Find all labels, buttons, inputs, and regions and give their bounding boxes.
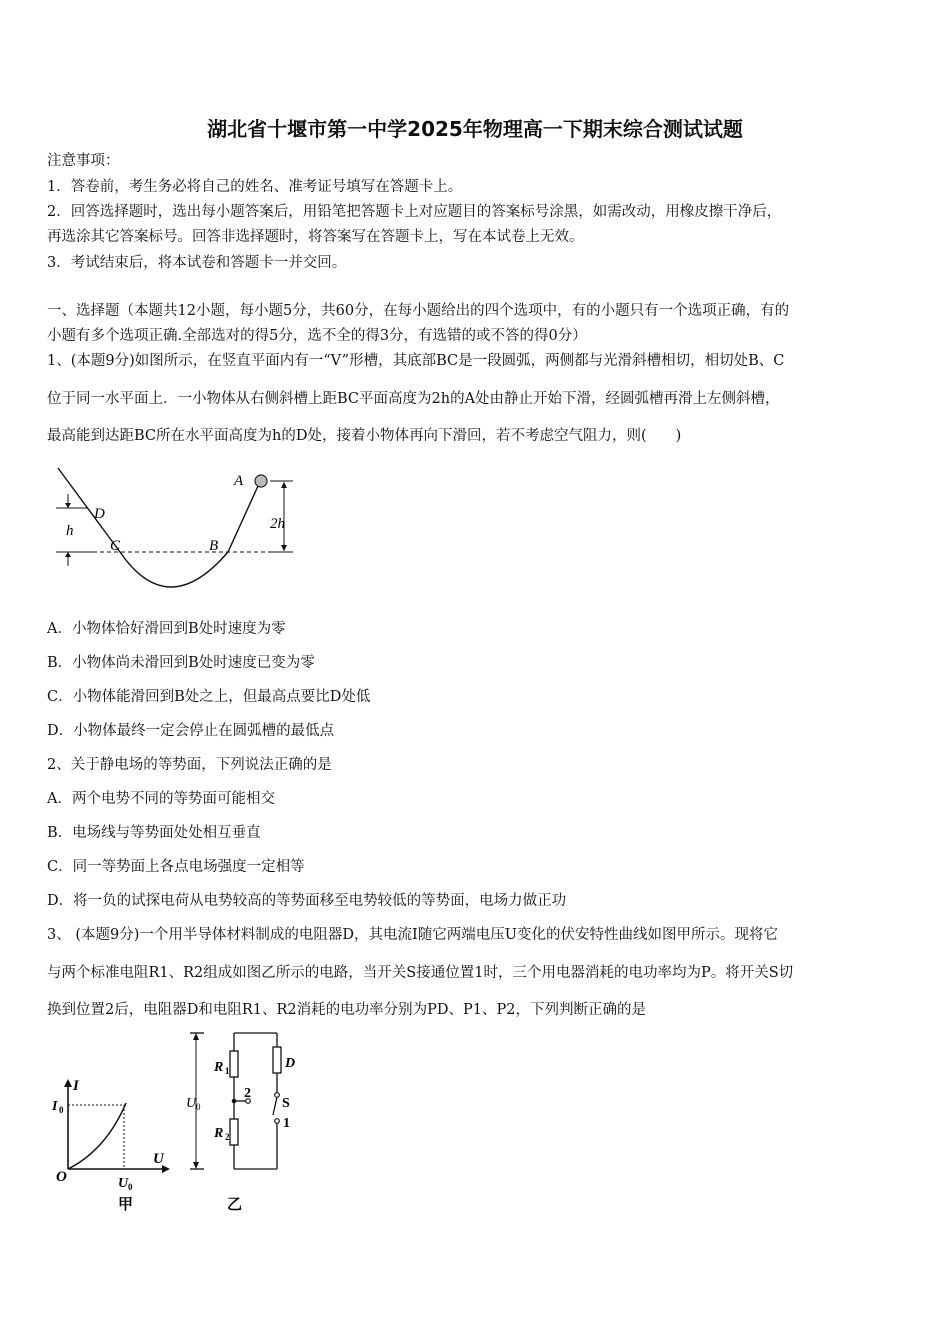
section-heading-line1: 一、选择题（本题共12小题，每小题5分，共60分，在每小题给出的四个选项中，有的小题只有一个选项正确，有的 (47, 303, 790, 319)
label-i0: I (52, 1099, 58, 1114)
label-1: 1 (283, 1116, 290, 1131)
label-o: O (56, 1169, 67, 1185)
label-s: S (282, 1096, 290, 1111)
label-2: 2 (244, 1086, 251, 1101)
q2-option-d: D．将一负的试探电荷从电势较高的等势面移至电势较低的等势面，电场力做正功 (47, 893, 567, 909)
label-d: D (94, 506, 105, 522)
groove-curve (58, 468, 258, 587)
i-axis-arrow (64, 1079, 72, 1087)
q1-option-b: B．小物体尚未滑回到B处时速度已变为零 (47, 655, 315, 671)
notice-item-3: 3．考试结束后，将本试卷和答题卡一并交回。 (47, 255, 347, 271)
q3-circuit (182, 1027, 312, 1217)
2h-arrowhead-top (281, 482, 287, 488)
q3-stem-line2: 与两个标准电阻R1、R2组成如图乙所示的电路，当开关S接通位置1时，三个用电器消耗的电功率均为P。将开关S切 (47, 965, 794, 981)
ball-a (255, 475, 267, 487)
voltage-arrow-top (193, 1033, 199, 1040)
q3-stem-line3: 换到位置2后，电阻器D和电阻R1、R2消耗的电功率分别为PD、P1、P2，下列判断正确的是 (47, 1002, 646, 1018)
label-r2: R (214, 1126, 224, 1141)
label-d: D (285, 1056, 296, 1071)
label-u: U (153, 1151, 164, 1167)
switch-pivot (275, 1093, 280, 1098)
2h-arrowhead-bottom (281, 545, 287, 551)
q1-groove-figure (48, 462, 308, 592)
h-arrowhead-bottom (65, 552, 71, 557)
label-b: B (209, 538, 219, 554)
q2-option-b: B．电场线与等势面处处相互垂直 (47, 825, 261, 841)
label-r2-sub: 2 (225, 1132, 230, 1142)
label-r1: R (214, 1060, 224, 1075)
resistor-r2 (230, 1119, 238, 1145)
notice-item-2-cont: 再选涂其它答案标号。回答非选择题时，将答案写在答题卡上，写在本试卷上无效。 (47, 229, 584, 245)
q1-option-c: C．小物体能滑回到B处之上，但最高点要比D处低 (47, 689, 371, 705)
label-u0: U (186, 1096, 197, 1111)
q1-stem-line2: 位于同一水平面上．一小物体从右侧斜槽上距BC平面高度为2h的A处由静止开始下滑，经圆弧槽再滑上左侧斜槽， (47, 391, 780, 407)
voltage-arrow-bottom (193, 1162, 199, 1169)
switch-blade (273, 1097, 277, 1115)
section-heading-line2: 小题有多个选项正确.全部选对的得5分，选不全的得3分，有选错的或不答的得0分） (47, 328, 587, 344)
q1-option-d: D．小物体最终一定会停止在圆弧槽的最低点 (47, 723, 335, 739)
resistor-d (273, 1047, 281, 1073)
resistor-r1 (230, 1051, 238, 1077)
q1-stem-line1: 1、(本题9分)如图所示，在竖直平面内有一“V”形槽，其底部BC是一段圆弧，两侧都与光滑斜槽相切，相切处B、C (47, 353, 785, 369)
label-a: A (234, 473, 244, 489)
label-2h: 2h (270, 516, 285, 532)
label-c: C (110, 538, 121, 554)
q2-stem: 2、关于静电场的等势面，下列说法正确的是 (47, 757, 332, 773)
caption-jia: 甲 (118, 1197, 134, 1213)
notice-item-2: 2．回答选择题时，选出每小题答案后，用铅笔把答题卡上对应题目的答案标号涂黑，如需改动，用橡皮擦干净后， (47, 204, 782, 220)
label-i0-sub: 0 (59, 1105, 64, 1115)
page-title: 湖北省十堰市第一中学2025年物理高一下期末综合测试试题 (207, 117, 743, 141)
iv-curve (68, 1103, 126, 1169)
q3-iv-graph (46, 1075, 176, 1215)
notice-heading: 注意事项： (47, 153, 120, 169)
q2-option-c: C．同一等势面上各点电场强度一定相等 (47, 859, 305, 875)
q1-option-a: A．小物体恰好滑回到B处时速度为零 (47, 621, 286, 637)
label-u0-sub: 0 (196, 1102, 201, 1112)
q1-stem-line3: 最高能到达距BC所在水平面高度为h的D处，接着小物体再向下滑回，若不考虑空气阻力，则( ) (47, 428, 682, 444)
terminal-1 (275, 1119, 280, 1124)
label-i: I (73, 1078, 79, 1094)
notice-item-1: 1．答卷前，考生务必将自己的姓名、准考证号填写在答题卡上。 (47, 179, 463, 195)
q2-option-a: A．两个电势不同的等势面可能相交 (47, 791, 275, 807)
h-arrowhead-top (65, 503, 71, 508)
label-r1-sub: 1 (225, 1066, 230, 1076)
label-u0: U (118, 1176, 129, 1191)
q3-stem-line1: 3、 (本题9分)一个用半导体材料制成的电阻器D，其电流I随它两端电压U变化的伏安特性曲线如图甲所示。现将它 (47, 927, 778, 943)
label-u0-sub: 0 (128, 1182, 133, 1192)
caption-yi: 乙 (227, 1197, 243, 1213)
label-h: h (66, 523, 74, 539)
